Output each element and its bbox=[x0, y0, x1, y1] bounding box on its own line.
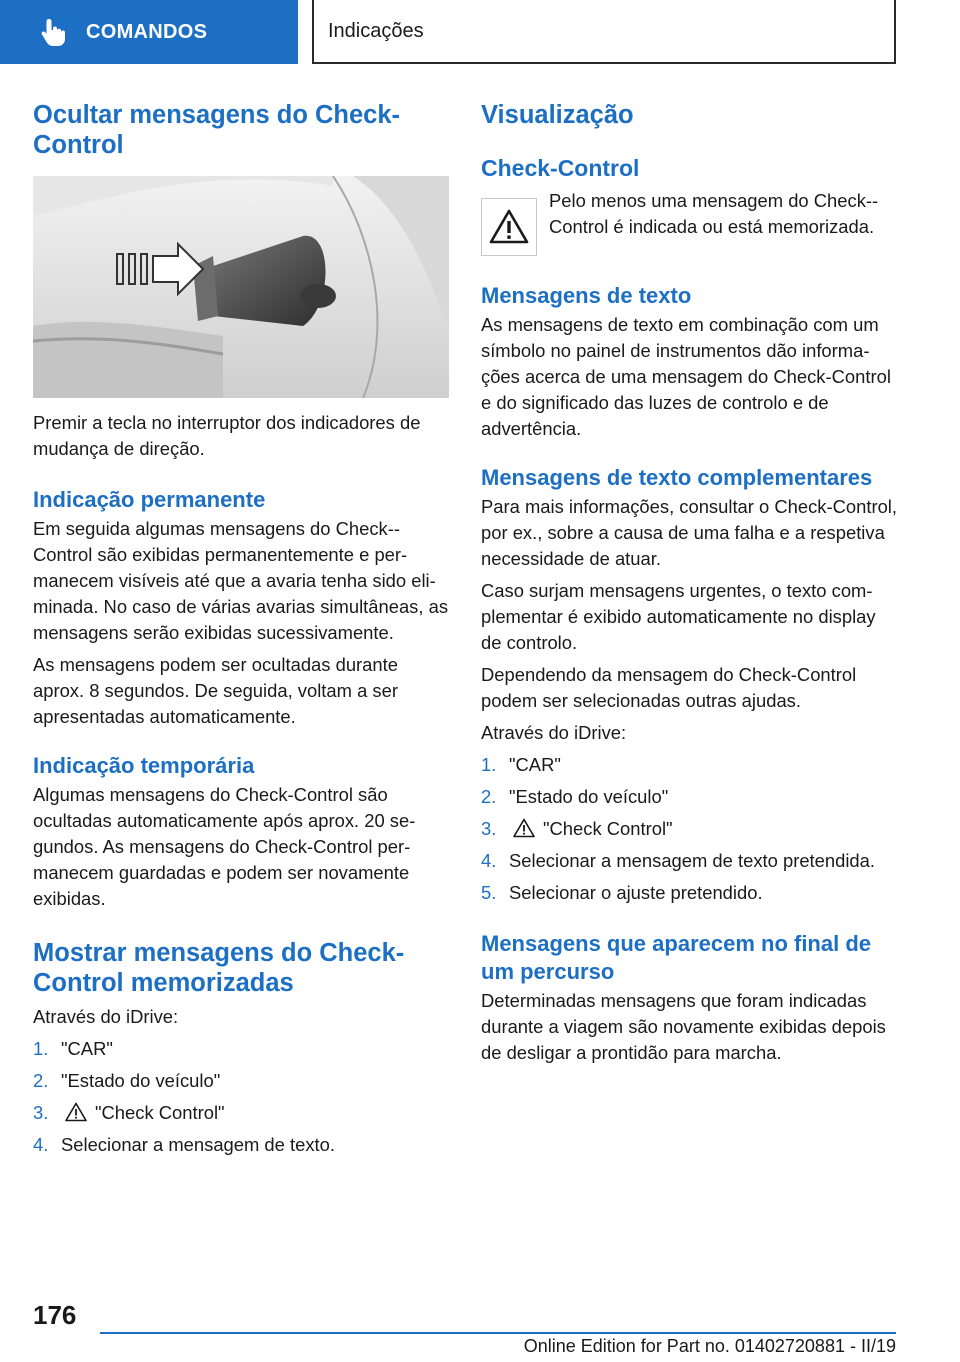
steps-list-right bbox=[481, 752, 897, 906]
paragraph-idrive: Através do iDrive: bbox=[33, 1006, 179, 1027]
list-item bbox=[33, 1036, 449, 1062]
paragraph-idrive-right: Através do iDrive: bbox=[481, 722, 627, 743]
list-item bbox=[33, 1132, 449, 1158]
step-text: "Check Control" bbox=[543, 818, 673, 839]
footer-divider bbox=[100, 1332, 896, 1334]
paragraph-text-messages: As mensagens de texto em combinação com um símbolo no painel de instrumentos dão informações acerca de uma mensagem do Check-Control e do significado das luzes de controlo e de advertência. bbox=[481, 314, 891, 439]
step-text: "CAR" bbox=[61, 1038, 113, 1059]
step-number: 4. bbox=[33, 1134, 49, 1155]
paragraph-permanent-2: As mensagens podem ser ocultadas durante aprox. 8 segundos. De seguida, voltam a ser apresentadas automaticamente. bbox=[33, 654, 398, 727]
list-item bbox=[481, 752, 897, 778]
heading-supplementary: Mensagens de texto complementares bbox=[481, 465, 873, 490]
section-title: Indicações bbox=[328, 19, 424, 42]
step-number: 1. bbox=[481, 754, 497, 775]
warning-triangle-icon bbox=[513, 818, 535, 838]
warning-triangle-icon bbox=[489, 209, 529, 245]
heading-temporary: Indicação temporária bbox=[33, 753, 255, 778]
paragraph-check-control: Pelo menos uma mensagem do Check--Control é indicada ou está memorizada. bbox=[549, 190, 879, 237]
step-number: 4. bbox=[481, 850, 497, 871]
heading-hide-messages: Ocultar mensagens do Check-Control bbox=[33, 101, 401, 159]
paragraph-permanent-1: Em seguida algumas mensagens do Check--Control são exibidas permanentemente e permanecem visíveis até que a avaria tenha sido eliminada. No caso de várias avarias simultâneas, as mensagens serão exibidas sucessivamente. bbox=[33, 518, 449, 643]
chapter-label: COMANDOS bbox=[86, 20, 208, 43]
right-column bbox=[481, 100, 897, 1066]
warning-triangle-icon bbox=[65, 1102, 87, 1122]
stalk-illustration bbox=[33, 176, 449, 398]
paragraph-supplementary-3: Dependendo da mensagem do Check-Control podem ser selecionadas outras ajudas. bbox=[481, 664, 857, 711]
list-item bbox=[33, 1100, 449, 1126]
paragraph-supplementary-2: Caso surjam mensagens urgentes, o texto complementar é exibido automaticamente no display de controlo. bbox=[481, 580, 876, 653]
page-number: 176 bbox=[33, 1300, 77, 1330]
step-number: 1. bbox=[33, 1038, 49, 1059]
step-number: 3. bbox=[481, 818, 497, 839]
list-item bbox=[33, 1068, 449, 1094]
edition-info: Online Edition for Part no. 01402720881 - II/19 bbox=[523, 1336, 896, 1356]
list-item bbox=[481, 848, 897, 874]
step-number: 3. bbox=[33, 1102, 49, 1123]
figure-caption: Premir a tecla no interruptor dos indicadores de mudança de direção. bbox=[33, 412, 421, 459]
list-item bbox=[481, 816, 897, 842]
heading-check-control: Check-Control bbox=[481, 155, 640, 181]
heading-text-messages: Mensagens de texto bbox=[481, 283, 692, 308]
turn-signal-stalk-figure bbox=[33, 176, 449, 398]
left-column bbox=[33, 100, 449, 1158]
paragraph-end-of-trip: Determinadas mensagens que foram indicadas durante a viagem são novamente exibidas depois de desligar a prontidão para marcha. bbox=[481, 990, 886, 1063]
heading-show-memorized: Mostrar mensagens do Check-Control memorizadas bbox=[33, 939, 405, 997]
step-number: 2. bbox=[481, 786, 497, 807]
step-number: 2. bbox=[33, 1070, 49, 1091]
step-text: "CAR" bbox=[509, 754, 561, 775]
step-text: "Estado do veículo" bbox=[509, 786, 669, 807]
step-text: Selecionar a mensagem de texto pretendida. bbox=[509, 850, 875, 871]
step-text: "Check Control" bbox=[95, 1102, 225, 1123]
step-number: 5. bbox=[481, 882, 497, 903]
paragraph-supplementary-1: Para mais informações, consultar o Check-Control, por ex., sobre a causa de uma falha e a respetiva necessidade de atuar. bbox=[481, 496, 897, 569]
step-text: "Estado do veículo" bbox=[61, 1070, 221, 1091]
step-text: Selecionar a mensagem de texto. bbox=[61, 1134, 335, 1155]
chapter-tab bbox=[0, 0, 298, 64]
steps-list-left bbox=[33, 1036, 449, 1158]
hand-pointer-icon bbox=[40, 17, 66, 47]
list-item bbox=[481, 784, 897, 810]
paragraph-temporary: Algumas mensagens do Check-Control são ocultadas automaticamente após aprox. 20 segundos. As mensagens do Check-Control permanecem guardadas e podem ser novamente exibidas. bbox=[33, 784, 416, 909]
heading-end-of-trip: Mensagens que aparecem no final de um percurso bbox=[481, 931, 872, 984]
heading-display: Visualização bbox=[481, 101, 634, 129]
check-control-note bbox=[481, 192, 897, 256]
warning-icon-box bbox=[481, 198, 537, 256]
heading-permanent: Indicação permanente bbox=[33, 487, 266, 512]
step-text: Selecionar o ajuste pretendido. bbox=[509, 882, 763, 903]
list-item bbox=[481, 880, 897, 906]
section-header bbox=[312, 0, 896, 64]
